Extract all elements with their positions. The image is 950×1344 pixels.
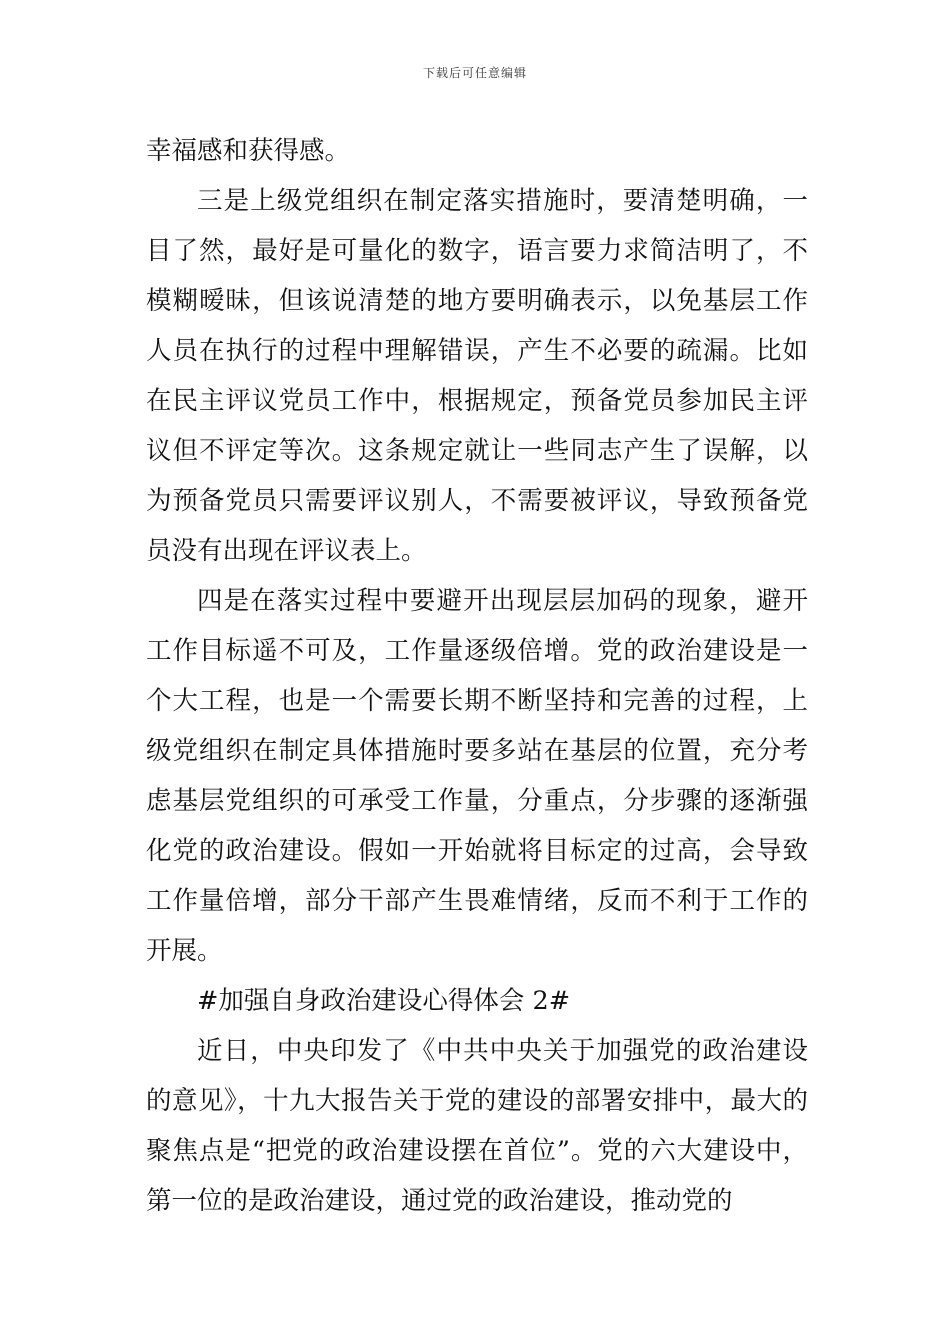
paragraph-continuation: 幸福感和获得感。	[146, 136, 351, 166]
section-heading: #加强自身政治建设心得体会 2#	[197, 986, 571, 1016]
paragraph-point-four: 四是在落实过程中要避开出现层层加码的现象，避开工作目标遥不可及，工作量逐级倍增。党的政治建设是一个大工程，也是一个需要长期不断坚持和完善的过程，上级党组织在制定具体措施时要多站在基层的位置，充分考虑基层党组织的可承受工作量，分重点，分步骤的逐渐强化党的政治建设。假如一开始就将目标定的过高，会导致工作量倍增，部分干部产生畏难情绪，反而不利于工作的开展。	[146, 586, 808, 966]
paragraph-point-three: 三是上级党组织在制定落实措施时，要清楚明确，一目了然，最好是可量化的数字，语言要力求简洁明了，不模糊暧昧，但该说清楚的地方要明确表示，以免基层工作人员在执行的过程中理解错误，产生不必要的疏漏。比如在民主评议党员工作中，根据规定，预备党员参加民主评议但不评定等次。这条规定就让一些同志产生了误解，以为预备党员只需要评议别人，不需要被评议，导致预备党员没有出现在评议表上。	[146, 186, 808, 566]
page-header: 下载后可任意编辑	[422, 66, 527, 80]
document-body	[146, 126, 808, 1226]
paragraph-intro: 近日，中央印发了《中共中央关于加强党的政治建设的意见》，十九大报告关于党的建设的部署安排中，最大的聚焦点是“把党的政治建设摆在首位”。党的六大建设中，第一位的是政治建设，通过党的政治建设，推动党的	[146, 1036, 808, 1216]
